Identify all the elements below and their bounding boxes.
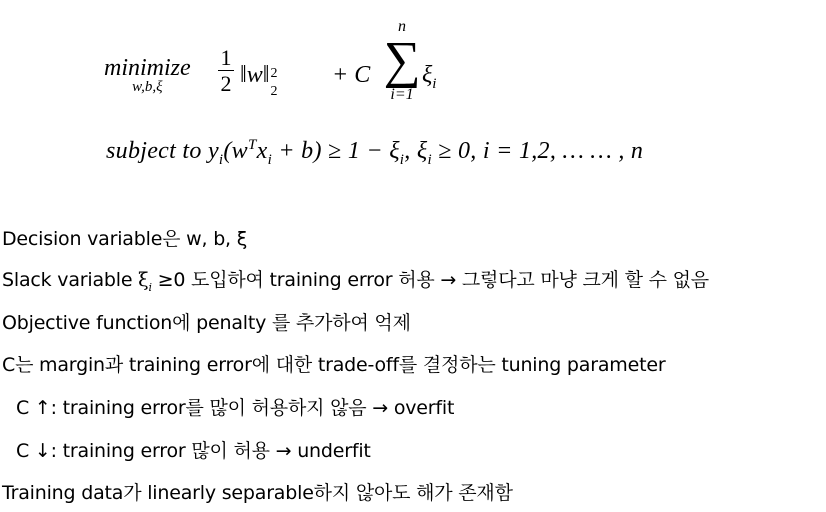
slack-xi [138, 269, 152, 294]
constraint-formula [106, 132, 643, 169]
x-term: x [256, 138, 268, 164]
bullet-nonseparable: Training data가 linearly separable하지 않아도 해가 존재함 [2, 482, 513, 504]
bullet-objective-penalty: Objective function에 penalty 를 추가하여 억제 [2, 312, 411, 334]
bullet-c-down-underfit: C ↓: training error 많이 허용 → underfit [16, 440, 371, 462]
w-term: (w [223, 138, 248, 164]
minimize-subscript: w,b,ξ [132, 79, 163, 95]
xi-symbol: ξ [422, 62, 433, 88]
w-transpose: T [247, 137, 257, 153]
slack-lead: Slack variable [2, 269, 139, 291]
fraction-denominator: 2 [220, 71, 232, 96]
minimize-operator [104, 56, 191, 95]
sigma-symbol: ∑ [383, 32, 421, 89]
sum-lower-limit: i=1 [390, 86, 414, 103]
bullet-decision-variable: Decision variable은 w, b, ξ [2, 228, 248, 250]
y-subscript: i [218, 151, 224, 168]
xi-subscript-1: i [399, 151, 405, 168]
x-subscript: i [267, 151, 273, 168]
norm-text: ‖w‖ [240, 62, 270, 88]
bullet-c-up-overfit: C ↑: training error를 많이 허용하지 않음 → overfit [16, 397, 455, 419]
summation [382, 18, 422, 104]
slack-term [422, 62, 436, 93]
norm-superscript: 2 [270, 66, 278, 81]
constraint-tail: ≥ 0, i = 1,2, … … , n [431, 138, 644, 164]
xi-subscript-2: i [427, 151, 432, 168]
half-fraction [218, 46, 234, 97]
norm-subscript: 2 [270, 84, 278, 99]
bullet-c-tradeoff: C는 margin과 training error에 대한 trade-off를 결정하는 tuning parameter [2, 354, 666, 376]
constraint-middle: + b) ≥ 1 − ξ [272, 138, 400, 164]
sum-upper-limit: n [398, 18, 406, 35]
slack-tail: ≥0 도입하여 training error 허용 → 그렇다고 마냥 크게 할 수 없음 [151, 269, 709, 291]
weight-norm [240, 62, 279, 99]
slack-xi-symbol: ξ [138, 269, 149, 291]
xi-subscript: i [432, 75, 437, 92]
bullet-slack-variable [2, 265, 709, 294]
minimize-word: minimize [104, 55, 191, 81]
objective-formula [104, 18, 524, 108]
slack-xi-subscript: i [148, 280, 152, 294]
fraction-numerator: 1 [218, 46, 234, 71]
constraint-lead: subject to y [106, 138, 219, 164]
constraint-comma: , ξ [404, 138, 428, 164]
plus-c-term: + C [332, 62, 371, 88]
